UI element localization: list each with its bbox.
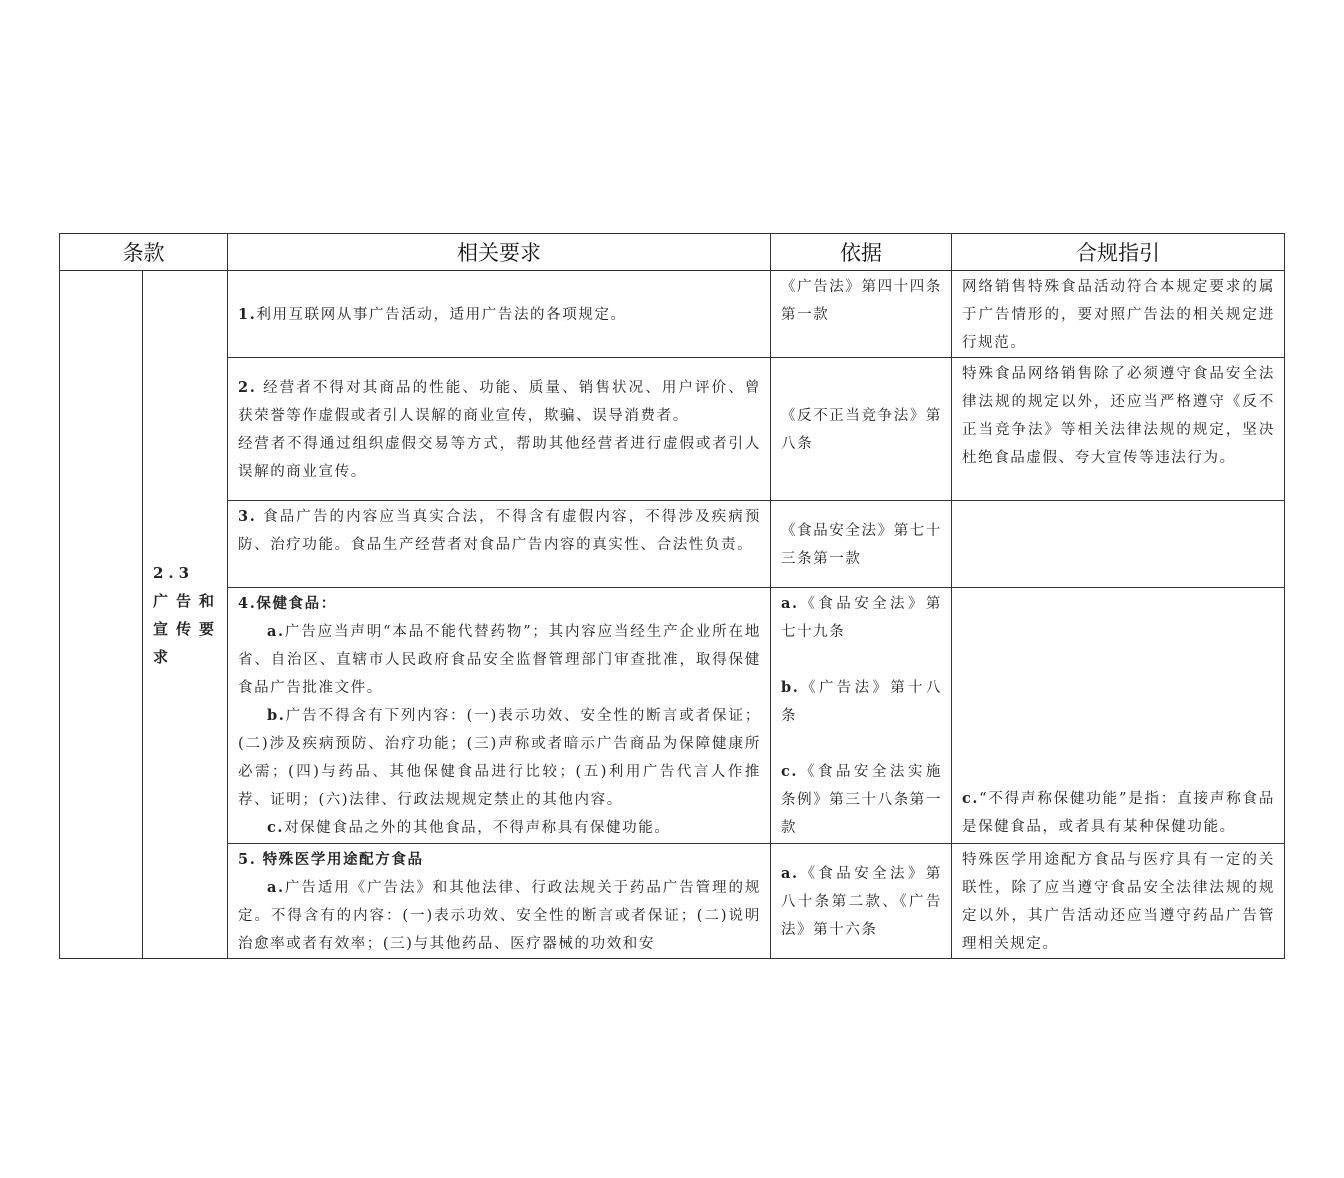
header-basis: 依据 xyxy=(771,234,952,271)
sub-label: a. xyxy=(267,623,285,640)
sub-label: a. xyxy=(781,865,799,882)
guidance-cell xyxy=(952,271,1285,358)
sub-label: c. xyxy=(962,790,980,807)
basis-text: 《食品安全法实施条例》第三十八条第一款 xyxy=(781,764,942,836)
requirement-text: 对保健食品之外的其他食品，不得声称具有保健功能。 xyxy=(284,820,671,836)
requirement-text: 广告适用《广告法》和其他法律、行政法规关于药品广告管理的规定。不得含有的内容：(一)表示功效、安全性的断言或者保证；(二)说明治愈率或者有效率；(三)与其他药品、医疗器械的功效和安 xyxy=(238,880,761,952)
clause-blank-cell xyxy=(60,271,143,959)
item-title: 特殊医学用途配方食品 xyxy=(262,851,424,868)
section-cell xyxy=(143,271,228,959)
basis-text: 《广告法》第四十四条第一款 xyxy=(781,279,942,323)
table-row xyxy=(60,358,1285,501)
sub-label: a. xyxy=(267,879,285,896)
header-clause: 条款 xyxy=(60,234,228,271)
requirement-text: 广告不得含有下列内容：(一)表示功效、安全性的断言或者保证；(二)涉及疾病预防、治疗功能；(三)声称或者暗示广告商品为保障健康所必需；(四)与药品、其他保健食品进行比较；(五)利用广告代言人作推荐、证明；(六)法律、行政法规规定禁止的其他内容。 xyxy=(238,708,761,808)
section-label: 2.3 广告和宣传要求 xyxy=(153,563,219,666)
table-row xyxy=(60,271,1285,358)
requirement-cell xyxy=(228,501,771,588)
guidance-text: 网络销售特殊食品活动符合本规定要求的属于广告情形的，要对照广告法的相关规定进行规范。 xyxy=(962,279,1275,351)
guidance-text: 特殊食品网络销售除了必须遵守食品安全法律法规的规定以外，还应当严格遵守《反不正当竞争法》等相关法律法规的规定，坚决杜绝食品虚假、夸大宣传等违法行为。 xyxy=(962,366,1275,466)
item-number: 4. xyxy=(238,595,257,612)
requirement-text: 经营者不得对其商品的性能、功能、质量、销售状况、用户评价、曾获荣誉等作虚假或者引人误解的商业宣传，欺骗、误导消费者。 xyxy=(238,380,761,424)
basis-cell xyxy=(771,358,952,501)
guidance-text: “不得声称保健功能”是指：直接声称食品是保健食品，或者具有某种保健功能。 xyxy=(962,791,1275,835)
requirement-text: 广告应当声明“本品不能代替药物”；其内容应当经生产企业所在地省、自治区、直辖市人民政府食品安全监督管理部门审查批准，取得保健食品广告批准文件。 xyxy=(238,624,761,696)
guidance-cell xyxy=(952,588,1285,844)
table-row xyxy=(60,588,1285,844)
item-number: 5. xyxy=(238,851,257,868)
basis-text: 《食品安全法》第八十条第二款、《广告法》第十六条 xyxy=(781,866,942,938)
guidance-text xyxy=(952,501,1284,503)
basis-text: 《食品安全法》第七十九条 xyxy=(781,596,942,640)
guidance-cell xyxy=(952,501,1285,588)
table-row xyxy=(60,844,1285,959)
guidance-text: 特殊医学用途配方食品与医疗具有一定的关联性，除了应当遵守食品安全法律法规的规定以外，其广告活动还应当遵守药品广告管理相关规定。 xyxy=(962,852,1275,952)
sub-label: b. xyxy=(267,707,286,724)
requirement-cell xyxy=(228,588,771,844)
header-requirements: 相关要求 xyxy=(228,234,771,271)
sub-label: b. xyxy=(781,679,800,696)
sub-label: c. xyxy=(267,819,285,836)
basis-cell xyxy=(771,271,952,358)
header-guidance: 合规指引 xyxy=(952,234,1285,271)
requirement-text: 经营者不得通过组织虚假交易等方式，帮助其他经营者进行虚假或者引人误解的商业宣传。 xyxy=(238,436,761,480)
item-number: 1. xyxy=(238,306,257,323)
basis-text: 《广告法》第十八条 xyxy=(781,680,942,724)
basis-text: 《反不正当竞争法》第八条 xyxy=(781,408,942,452)
requirement-cell xyxy=(228,358,771,501)
item-title: 保健食品： xyxy=(256,595,337,612)
basis-cell xyxy=(771,501,952,588)
requirement-text: 利用互联网从事广告活动，适用广告法的各项规定。 xyxy=(256,307,627,323)
regulation-table xyxy=(59,233,1285,959)
sub-label: c. xyxy=(781,763,799,780)
requirement-text: 食品广告的内容应当真实合法，不得含有虚假内容，不得涉及疾病预防、治疗功能。食品生产经营者对食品广告内容的真实性、合法性负责。 xyxy=(238,509,761,553)
requirement-cell xyxy=(228,271,771,358)
requirement-cell xyxy=(228,844,771,959)
table-row xyxy=(60,501,1285,588)
item-number: 3. xyxy=(238,508,257,525)
table-header-row xyxy=(60,234,1285,271)
basis-cell xyxy=(771,588,952,844)
sub-label: a. xyxy=(781,595,799,612)
basis-text: 《食品安全法》第七十三条第一款 xyxy=(781,523,942,567)
basis-cell xyxy=(771,844,952,959)
item-number: 2. xyxy=(238,379,257,396)
guidance-cell xyxy=(952,358,1285,501)
guidance-cell xyxy=(952,844,1285,959)
